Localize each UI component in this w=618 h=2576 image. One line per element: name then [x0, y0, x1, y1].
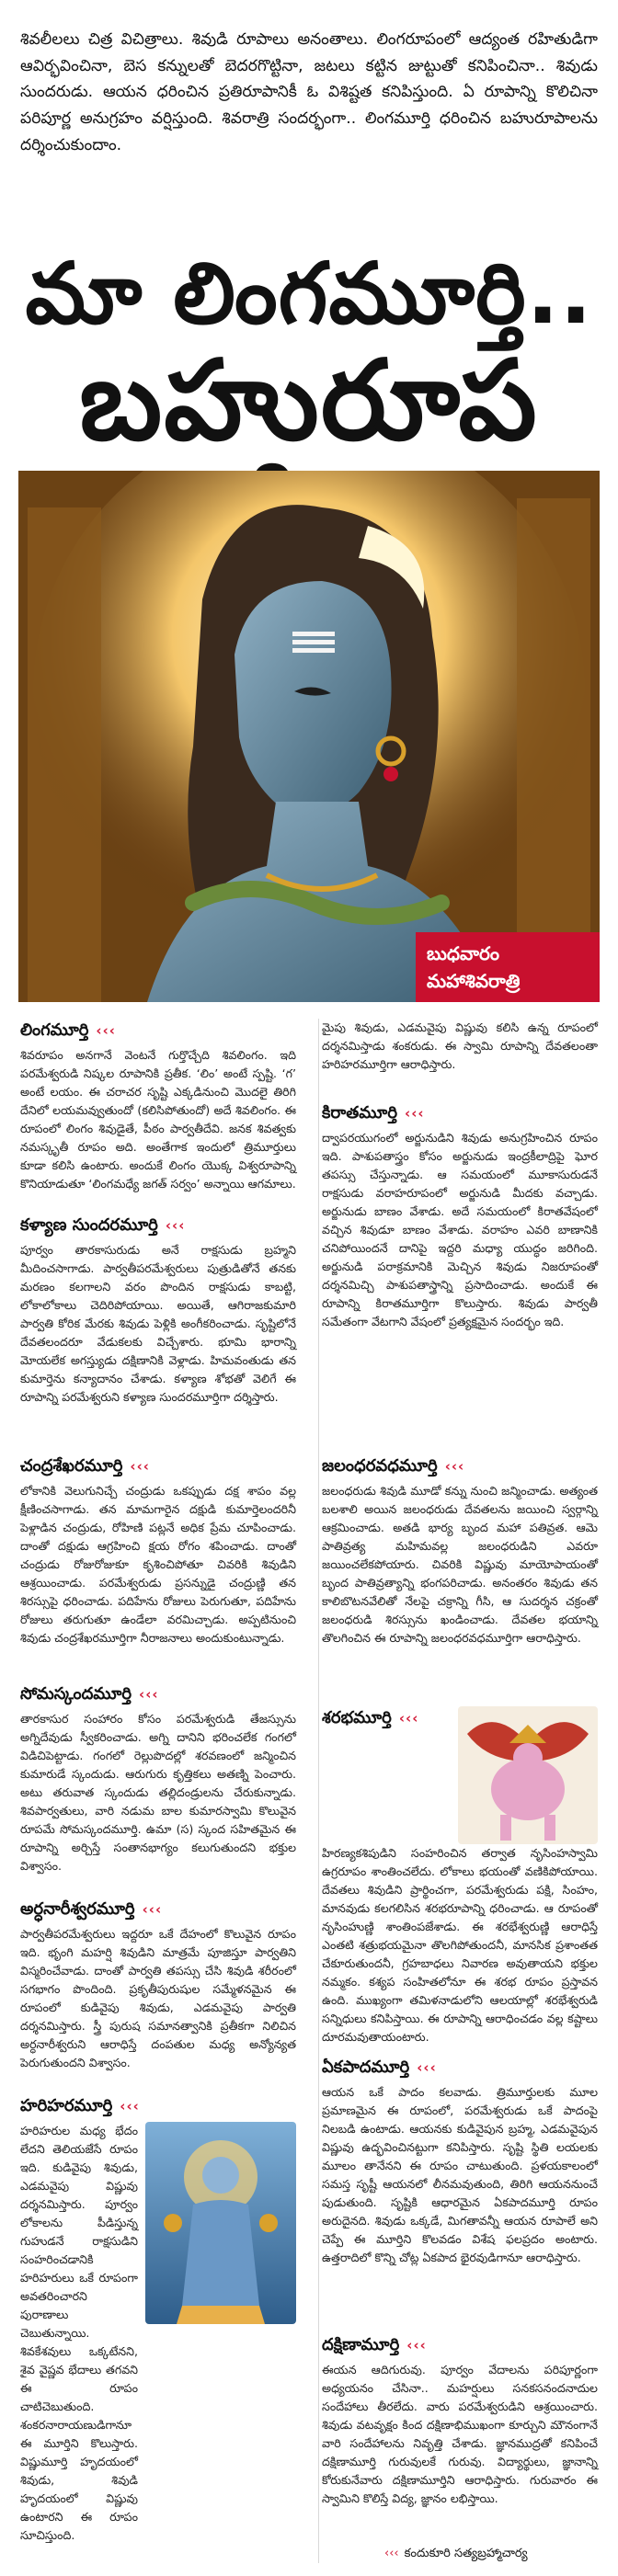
- sarabha-illustration: [458, 1706, 598, 1844]
- shiva-hero-image: [18, 471, 600, 1002]
- section-title: శరభమూర్తి: [322, 1708, 392, 1727]
- section-title: హరిహరమూర్తి: [20, 2096, 113, 2115]
- section-ardhanareeswaramurthy: [20, 1898, 296, 2072]
- column-divider: [318, 1019, 319, 2563]
- arrow-icon: ‹‹‹: [398, 1710, 419, 1727]
- arrow-icon: ‹‹‹: [139, 1686, 159, 1703]
- arrow-icon: ‹‹‹: [142, 1901, 163, 1918]
- section-body: తారకాసుర సంహారం కోసం పరమేశ్వరుడి తేజస్సును అగ్నిదేవుడు స్వీకరించాడు. అగ్ని దానిని భరించలేక గంగలో విడిచిపెట్టాడు. గంగలో రెల్లుపొదల్లో శరవణంలో జన్మించిన కుమారుడే స్కందుడు. ఆరుగురు కృత్తికలు అతణ్ని పెంచారు. అటు తరువాత స్కందుడు తల్లిదండ్రులను చేరుకున్నాడు. శివపార్వతులు, వారి నడుమ బాల కుమారస్వామి కొలువైన రూపమే సోమస్కందమూర్తి. ఉమా (స) స్కంద సహితమైన ఈ రూపాన్ని అర్చిస్తే సంతానభాగ్యం కలుగుతుందని భక్తుల విశ్వాసం.: [20, 1712, 296, 1873]
- section-body: పూర్వం తారకాసురుడు అనే రాక్షసుడు బ్రహ్మని మీదించసాగాడు. పార్వతీపరమేశ్వరులు పుత్రుడితోనే తనకు మరణం కలగాలని వరం పొందిన రాక్షసుడు కాబట్టి, లోకాలోకాలు చెదిరిపోయాయి. అయితే, ఆగిరాజకుమారి పార్వతి కోరిక మేరకు శివుడు పెళ్లికి అంగీకరించాడు. సృష్టిలోనే దేవతలందరూ వేడుకలకు విచ్చేశారు. భూమి భారాన్ని మోయలేక అగస్త్యుడు దక్షిణానికి వెళ్లాడు. హిమవంతుడు తన కుమార్తెను కన్యాదానం చేశాడు. కళ్యాణ శోభతో వెలిగే ఈ రూపాన్ని పరమేశ్వరుని కళ్యాణ సుందరమూర్తిగా దర్శిస్తారు.: [20, 1243, 296, 1404]
- section-ekapadamurthy: [322, 2056, 598, 2267]
- arrow-icon: ‹‹‹: [165, 1217, 186, 1234]
- arrow-icon: ‹‹‹: [417, 2059, 437, 2076]
- author-name: కందుకూరి సత్యబ్రహ్మాచార్య: [404, 2547, 528, 2560]
- section-body: జలంధరుడు శివుడి మూడో కన్ను నుంచి జన్మించాడు. అత్యంత బలశాలి అయిన జలంధరుడు దేవతలను జయించి స్వర్గాన్ని ఆక్రమించాడు. అతడి భార్య బృంద మహా పతివ్రత. ఆమె పాతివ్రత్య మహిమవల్ల జలంధరుడిని ఎవరూ జయించలేకపోయారు. చివరికి విష్ణువు మాయోపాయంతో బృంద పాతివ్రత్యాన్ని భంగపరిచాడు. అనంతరం శివుడు తన కాలిబొటనవేలితో నేలపై చక్రాన్ని గీసి, ఆ సుదర్శన చక్రంతో జలంధరుడి శిరస్సును ఖండించాడు. దేవతల భయాన్ని తొలగించిన ఈ రూపాన్ని జలంధరవధమూర్తిగా ఆరాధిస్తారు.: [322, 1484, 598, 1645]
- shivaratri-badge: [416, 932, 600, 1002]
- section-jalandharavadhamurthy: [322, 1454, 598, 1647]
- section-kiratamurthy: [322, 1101, 598, 1331]
- section-title: కళ్యాణ సుందరమూర్తి: [20, 1215, 158, 1235]
- arrow-icon: ‹‹‹: [384, 2547, 399, 2560]
- section-body: లోకానికి వెలుగునిచ్చే చంద్రుడు ఒకప్పుడు దక్ష శాపం వల్ల క్షీణించసాగాడు. తన మామగారైన దక్షుడి కుమార్తెలందరినీ పెళ్లాడిన చంద్రుడు, రోహిణి పట్లనే అధిక ప్రేమ చూపించాడు. దాంతో దక్షుడు ఆగ్రహించి క్షయ రోగం శపించాడు. దాంతో చంద్రుడు రోజురోజుకూ కృశించిపోతూ చివరికి శివుడిని ఆశ్రయించాడు. పరమేశ్వరుడు ప్రసన్నుడై చంద్రుణ్ణి తన శిరస్సుపై ధరించాడు. పదిహేను రోజులు పెరుగుతూ, పదిహేను రోజులు తరుగుతూ ఉండేలా వరమిచ్చాడు. అప్పటినుంచి శివుడు చంద్రశేఖరమూర్తిగా నీరాజనాలు అందుకుంటున్నాడు.: [20, 1484, 296, 1645]
- harihara-image: [145, 2122, 296, 2324]
- shiva-illustration: [18, 471, 600, 1002]
- section-title: ఏకపాదమూర్తి: [322, 2057, 410, 2077]
- headline-line2: బహురూప: [79, 337, 539, 465]
- section-dakshinamurthy: [322, 2333, 598, 2508]
- arrow-icon: ‹‹‹: [120, 2098, 140, 2114]
- arrow-icon: ‹‹‹: [405, 1105, 425, 1122]
- arrow-icon: ‹‹‹: [444, 1458, 465, 1475]
- section-body: ఆయన ఒకే పాదం కలవాడు. త్రిమూర్తులకు మూల ప్రమాణమైన ఈ రూపంలో, పరమేశ్వరుడు ఒకే పాదంపై నిలబడి ఉంటాడు. ఆయనకు కుడివైపున బ్రహ్మ, ఎడమవైపున విష్ణువు ఉద్భవించినట్టుగా కనిపిస్తారు. సృష్టి స్థితి లయలకు మూలం తానేనని ఈ రూపం చాటుతుంది. ప్రళయకాలంలో సమస్త సృష్టీ ఆయనలో లీనమవుతుంది, తిరిగి ఆయననుంచే పుడుతుంది. సృష్టికి ఆధారమైన ఏకపాదమూర్తి రూపం అరుదైనది. శివుడు ఒక్కడే, మిగతావన్నీ ఆయన రూపాలే అని చెప్పే ఈ మూర్తిని కొలవడం విశేష ఫలప్రదం అంటారు. ఉత్తరాదిలో కొన్ని చోట్ల ఏకపాద భైరవుడిగానూ ఆరాధిస్తారు.: [322, 2085, 598, 2264]
- section-title: దక్షిణామూర్తి: [322, 2335, 400, 2354]
- arrow-icon: ‹‹‹: [406, 2337, 427, 2354]
- section-kalyana-sundaramurthy: [20, 1214, 296, 1407]
- section-hariharamurthy: [20, 2094, 296, 2545]
- section-title: జలంధరవధమూర్తి: [322, 1456, 438, 1476]
- section-sarabhamurthy: [322, 1706, 598, 2046]
- badge-festival: మహాశివరాత్రి: [427, 970, 521, 992]
- section-chandrasekharamurthy: [20, 1454, 296, 1647]
- intro-paragraph: శివలీలలు చిత్ర విచిత్రాలు. శివుడి రూపాలు అనంతాలు. లింగరూపంలో ఆద్యంత రహితుడిగా ఆవిర్భవించినా, బెస కన్నులతో బెదరగొట్టినా, జటలు కట్టిన జుట్టుతో కనిపించినా.. శివుడు సుందరుడు. ఆయన ధరించిన ప్రతిరూపానికీ ఓ విశిష్టత కనిపిస్తుంది. ఏ రూపాన్ని కొలిచినా పరిపూర్ణ అనుగ్రహం వర్షిస్తుంది. శివరాత్రి సందర్భంగా.. లింగమూర్తి ధరించిన బహురూపాలను దర్శించుకుందాం.: [20, 30, 598, 154]
- section-title: చంద్రశేఖరమూర్తి: [20, 1456, 123, 1476]
- section-body: మైపు శివుడు, ఎడమవైపు విష్ణువు కలిసి ఉన్న రూపంలో దర్శనమిస్తాడు శంకరుడు. ఈ స్వామి రూపాన్ని దేవతలంతా హరిహరమూర్తిగా ఆరాధిస్తారు.: [322, 1020, 598, 1071]
- sarabha-image: [458, 1706, 598, 1844]
- author-byline: [384, 2545, 605, 2563]
- harihara-illustration: [145, 2122, 296, 2324]
- arrow-icon: ‹‹‹: [96, 1022, 116, 1039]
- section-continuation: [322, 1019, 598, 1074]
- section-title: కిరాతమూర్తి: [322, 1103, 398, 1123]
- section-body: పార్వతీపరమేశ్వరులు ఇద్దరూ ఒకే దేహంలో కొలువైన రూపం ఇది. భృంగి మహర్షి శివుడిని మాత్రమే పూజిస్తూ పార్వతిని విస్మరించేవాడు. దాంతో పార్వతి తపస్సు చేసి శివుడి శరీరంలో సగభాగం పొందింది. ప్రకృతీపురుషుల సమ్మేళనమైన ఈ రూపంలో కుడివైపు శివుడు, ఎడమవైపు పార్వతి దర్శనమిస్తారు. స్త్రీ పురుష సమానత్వానికి ప్రతీకగా నిలిచిన అర్ధనారీశ్వరుని ఆరాధిస్తే దంపతుల మధ్య అన్యోన్యత పెరుగుతుందని విశ్వాసం.: [20, 1927, 296, 2069]
- section-body: ద్వాపరయుగంలో అర్జునుడిని శివుడు అనుగ్రహించిన రూపం ఇది. పాశుపతాస్త్రం కోసం అర్జునుడు ఇంద్రకీలాద్రిపై ఘోర తపస్సు చేస్తున్నాడు. ఆ సమయంలో మూకాసురుడనే రాక్షసుడు వరాహరూపంలో అర్జునుడి మీదకు వచ్చాడు. అర్జునుడు బాణం వేశాడు. అదే సమయంలో కిరాతవేషంలో వచ్చిన శివుడూ బాణం వేశాడు. వరాహం ఎవరి బాణానికి చనిపోయిందనే దానిపై ఇద్దరి మధ్యా యుద్ధం జరిగింది. అర్జునుడి పరాక్రమానికి మెచ్చిన శివుడు నిజరూపంతో దర్శనమిచ్చి పాశుపతాస్త్రాన్ని ప్రసాదించాడు. అందుకే ఈ రూపాన్ని కిరాతమూర్తిగా కొలుస్తారు. శివుడు పార్వతీ సమేతంగా వేటగాని వేషంలో ప్రత్యక్షమైన సందర్భం ఇది.: [322, 1131, 598, 1328]
- section-somaskandamurthy: [20, 1682, 296, 1875]
- section-lingamurthy: [20, 1019, 296, 1193]
- section-title: అర్ధనారీశ్వరమూర్తి: [20, 1899, 135, 1919]
- badge-day: బుధవారం: [427, 942, 499, 964]
- arrow-icon: ‹‹‹: [130, 1458, 150, 1475]
- headline-line1: మా లింగమూర్తి..: [25, 245, 593, 343]
- section-title: లింగమూర్తి: [20, 1020, 89, 1040]
- section-body: శివరూపం అనగానే వెంటనే గుర్తొచ్చేది శివలింగం. ఇది పరమేశ్వరుడి నిష్కల రూపానికి ప్రతీక. ‘లిం’ అంటే స్పష్టి. ‘గ’ అంటే లయం. ఈ చరాచర సృష్టి ఎక్కడినుంచి మొదలై తిరిగి దేనిలో లయమవ్వుతుందో (కలిసిపోతుందో) అదే శివలింగం. ఈ రూపంలో లింగం శివుడైతే, పీఠం పార్వతీదేవి. జనక శివత్వకు నమస్కృతీ రూపం అది. అంతేగాక ఇందులో త్రిమూర్తులు కూడా కలిసి ఉంటారు. అందుకే లింగం యొక్క విశ్వరూపాన్ని కొనియాడుతూ ‘లింగమధ్యే జగత్‌ సర్వం’ అన్నాయి ఆగమాలు.: [20, 1048, 296, 1191]
- section-body: హిరణ్యకశిపుడిని సంహరించిన తర్వాత నృసింహస్వామి ఉగ్రరూపం శాంతించలేదు. లోకాలు భయంతో వణికిపోయాయి. దేవతలు శివుడిని ప్రార్థించగా, పరమేశ్వరుడు పక్షి, సింహం, మానవుడు కలగలిసిన శరభరూపాన్ని ధరించాడు. ఆ రూపంతో నృసింహుణ్ణి శాంతింపజేశాడు. ఈ శరభేశ్వరుణ్ణి ఆరాధిస్తే ఎంతటి శత్రుభయమైనా తొలగిపోతుందనీ, మానసిక ప్రశాంతత చేకూరుతుందనీ, గ్రహబాధలు నివారణ అవుతాయని భక్తుల నమ్మకం. కశ్యప సంహితలోనూ ఈ శరభ రూపం ప్రస్తావన ఉంది. ముఖ్యంగా తమిళనాడులోని ఆలయాల్లో శరభేశ్వరుడి సన్నిధులు కనిపిస్తాయి. ఈ రూపాన్ని ఆరాధించడం వల్ల కష్టాలు దూరమవుతాయంటారు.: [322, 1846, 598, 2044]
- section-body: హరిహరుల మధ్య భేదం లేదని తెలియజేసే రూపం ఇది. కుడివైపు శివుడు, ఎడమవైపు విష్ణువు దర్శనమిస్తారు. పూర్వం లోకాలను పీడిస్తున్న గుహుడనే రాక్షసుడిని సంహరించడానికి హరిహరులు ఒకే రూపంగా అవతరించారని పురాణాలు చెబుతున్నాయి. శివకేశవులు ఒక్కటేనని, శైవ వైష్ణవ భేదాలు తగవని ఈ రూపం చాటిచెబుతుంది. శంకరనారాయణుడిగానూ ఈ మూర్తిని కొలుస్తారు. విష్ణుమూర్తి హృదయంలో శివుడు, శివుడి హృదయంలో విష్ణువు ఉంటారని ఈ రూపం సూచిస్తుంది.: [20, 2124, 138, 2542]
- section-body: ఈయన ఆదిగురువు. పూర్వం వేదాలను పరిపూర్ణంగా అధ్యయనం చేసినా.. మహర్షులు సనకసనందనాదుల సందేహాలు తీరలేదు. వారు పరమేశ్వరుడిని ఆశ్రయించారు. శివుడు వటవృక్షం కింద దక్షిణాభిముఖంగా కూర్చుని మౌనంగానే వారి సందేహాలను నివృత్తి చేశాడు. జ్ఞానముద్రతో కనిపించే దక్షిణామూర్తి గురువులకే గురువు. విద్యార్థులు, జ్ఞానాన్ని కోరుకునేవారు దక్షిణామూర్తిని ఆరాధిస్తారు. గురువారం ఈ స్వామిని కొలిస్తే విద్య, జ్ఞానం లభిస్తాయి.: [322, 2363, 598, 2505]
- section-title: సోమస్కందమూర్తి: [20, 1684, 132, 1704]
